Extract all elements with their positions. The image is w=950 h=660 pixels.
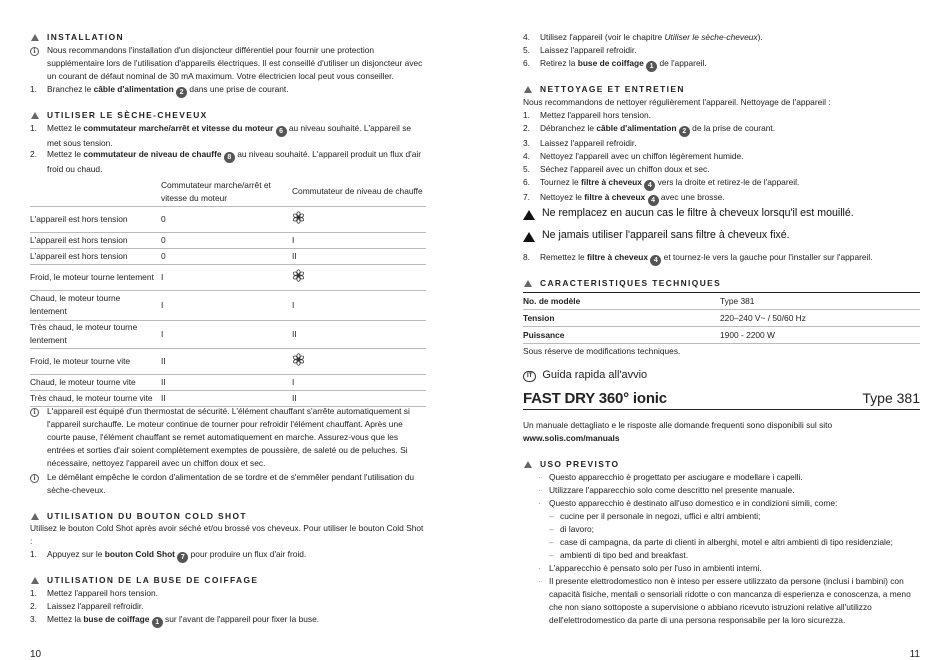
heat-setting: II — [292, 390, 426, 406]
heat-setting — [292, 348, 426, 374]
table-header-heat: Commutateur de niveau de chauffe — [292, 178, 426, 206]
spec-label: Tension — [523, 312, 555, 323]
list-item: · Questo apparecchio è progettato per asciugare e modellare i capelli. — [538, 472, 803, 482]
product-title-bar — [523, 388, 920, 410]
snowflake-icon — [292, 211, 305, 228]
product-type: Type 381 — [862, 390, 920, 406]
nozzle-step-4: 4. Utilisez l'appareil (voir le chapitre Utiliser le sèche-cheveux). — [523, 32, 763, 42]
part-badge: 4 — [650, 255, 661, 266]
cleaning-heading: NETTOYAGE ET ENTRETIEN — [523, 83, 920, 96]
motor-setting: I — [161, 290, 292, 320]
heat-setting: I — [292, 290, 426, 320]
spec-value: 1900 - 2200 W — [720, 329, 775, 340]
warning-icon — [523, 210, 535, 220]
cleaning-step: 3. Laissez l'appareil refroidir. — [523, 138, 637, 148]
coldshot-intro: Utilisez le bouton Cold Shot après avoir séché et/ou brossé vos cheveux. Pour utiliser le bouton Cold Shot : — [30, 523, 424, 546]
spec-label: Puissance — [523, 329, 565, 340]
table-row — [30, 290, 426, 320]
motor-setting: II — [161, 348, 292, 374]
heat-setting — [292, 206, 426, 232]
row-label: Très chaud, le moteur tourne vite — [30, 390, 161, 406]
cleaning-step: 2. Débranchez le câble d'alimentation 2 de la prise de courant. — [523, 123, 776, 135]
spec-row — [523, 293, 920, 310]
installation-step-1: 1. Branchez le câble d'alimentation 2 dans une prise de courant. — [30, 84, 289, 96]
cleaning-step: 4. Nettoyez l'appareil avec un chiffon légèrement humide. — [523, 151, 744, 161]
row-label: Froid, le moteur tourne vite — [30, 348, 161, 374]
part-badge: 6 — [276, 126, 287, 137]
list-item: – di lavoro; — [549, 524, 594, 534]
part-badge: 1 — [646, 61, 657, 72]
triangle-icon — [31, 34, 39, 41]
right-page — [523, 0, 920, 660]
list-item: · Questo apparecchio è destinato all'uso domestico e in condizioni simili, come: — [538, 498, 838, 508]
list-item: – case di campagna, da parte di clienti in alberghi, motel e altri ambienti di tipo residenziale; — [549, 537, 893, 547]
warning-icon — [523, 232, 535, 242]
row-label: L'appareil est hors tension — [30, 248, 161, 264]
table-row — [30, 264, 426, 290]
cleaning-step: 7. Nettoyez le filtre à cheveux 4 avec une brosse. — [523, 192, 725, 204]
heat-setting: I — [292, 374, 426, 390]
warning-wet-filter: Ne remplacez en aucun cas le filtre à cheveux lorsqu'il est mouillé. — [523, 207, 920, 220]
table-row — [30, 374, 426, 390]
triangle-icon — [524, 461, 532, 468]
thermostat-info: i L'appareil est équipé d'un thermostat de sécurité. L'élément chauffant s'arrête automatiquement si l'appareil surchauffe. Le moteur continue de tourner pour refroidir l'élément chauffant. Après une courte pause, l'élément chauffant se remet automatiquement en marche. Assurez-vous que les entrées et sorties d'air soient complètement exemptes de poussière, de saleté ou de peluches. Si nécessaire, nettoyez l'appareil avec un chiffon doux et sec. — [30, 405, 426, 470]
info-icon: i — [30, 47, 39, 56]
row-label: L'appareil est hors tension — [30, 232, 161, 248]
triangle-icon — [31, 577, 39, 584]
info-icon: i — [30, 474, 39, 483]
table-row — [30, 320, 426, 348]
heat-setting: II — [292, 320, 426, 348]
cleaning-intro: Nous recommandons de nettoyer régulièrement l'appareil. Nettoyage de l'appareil : — [523, 97, 831, 107]
specs-note: Sous réserve de modifications techniques. — [523, 346, 681, 356]
language-badge: IT — [523, 371, 536, 382]
info-icon: i — [30, 408, 39, 417]
motor-setting: II — [161, 390, 292, 406]
spec-row — [523, 310, 920, 327]
intended-use-list — [523, 471, 920, 627]
italian-guide-title: IT Guida rapida all'avvio — [523, 369, 920, 382]
motor-setting: 0 — [161, 206, 292, 232]
coldshot-step-1: 1. Appuyez sur le bouton Cold Shot 7 pour produire un flux d'air froid. — [30, 549, 307, 561]
part-badge: 1 — [152, 617, 163, 628]
table-row — [30, 232, 426, 248]
part-badge: 7 — [177, 552, 188, 563]
table-row — [30, 390, 426, 406]
intended-use-heading: USO PREVISTO — [523, 458, 920, 471]
cord-info: i Le démêlant empêche le cordon d'alimentation de se tordre et de s'emmêler pendant l'utilisation du sèche-cheveux. — [30, 471, 426, 497]
spec-value: Type 381 — [720, 295, 755, 306]
list-item: · Il presente elettrodomestico non è inteso per essere utilizzato da persone (inclusi i bambini) con capacità fisiche, mentali o sensoriali ridotte o con mancanza di esperienza e conoscenza, a meno che non siano sottoposte a supervisione o abbiano ricevuto istruzioni relative all'utilizzo dell'elettrodomestico da parte di una persona responsabile per la loro sicurezza. — [538, 576, 911, 625]
snowflake-icon — [292, 353, 305, 370]
spec-row — [523, 327, 920, 344]
nozzle-step-6: 6. Retirez la buse de coiffage 1 de l'appareil. — [523, 58, 707, 70]
part-badge: 2 — [176, 87, 187, 98]
part-badge: 2 — [679, 126, 690, 137]
row-label: Froid, le moteur tourne lentement — [30, 264, 161, 290]
table-row — [30, 248, 426, 264]
coldshot-heading: UTILISATION DU BOUTON COLD SHOT — [30, 510, 426, 523]
use-heading: UTILISER LE SÈCHE-CHEVEUX — [30, 109, 426, 122]
use-step-1: 1. Mettez le commutateur marche/arrêt et vitesse du moteur 6 au niveau souhaité. L'appareil se met sous tension. — [30, 123, 412, 148]
motor-setting: 0 — [161, 232, 292, 248]
list-item: – cucine per il personale in negozi, uffici e altri ambienti; — [549, 511, 761, 521]
spec-label: No. de modèle — [523, 295, 581, 306]
installation-info: i Nous recommandons l'installation d'un disjoncteur différentiel pour fournir une protection supplémentaire lors de l'utilisation d'appareils électriques. Il est conseillé d'utiliser un disjoncteur avec un courant de défaut nominal de 30 mA maximum. Votre électricien local peut vous conseiller. — [30, 44, 426, 83]
table-row — [30, 206, 426, 232]
nozzle-step-2: 2. Laissez l'appareil refroidir. — [30, 601, 144, 611]
cleaning-step-8: 8. Remettez le filtre à cheveux 4 et tournez-le vers la gauche pour l'installer sur l'appareil. — [523, 252, 873, 264]
specs-table — [523, 292, 920, 344]
specs-heading: CARACTERISTIQUES TECHNIQUES — [523, 277, 920, 290]
settings-table — [30, 178, 426, 407]
row-label: Chaud, le moteur tourne lentement — [30, 290, 161, 320]
motor-setting: I — [161, 320, 292, 348]
triangle-icon — [31, 513, 39, 520]
list-item: – ambienti di tipo bed and breakfast. — [549, 550, 689, 560]
motor-setting: I — [161, 264, 292, 290]
page-number: 11 — [909, 649, 920, 660]
cleaning-step: 5. Séchez l'appareil avec un chiffon doux et sec. — [523, 164, 710, 174]
manual-intro: Un manuale dettagliato e le risposte alle domande frequenti sono disponibili sul sito — [523, 420, 833, 430]
warning-no-filter: Ne jamais utiliser l'appareil sans filtre à cheveux fixé. — [523, 229, 920, 242]
row-label: Chaud, le moteur tourne vite — [30, 374, 161, 390]
nozzle-step-3: 3. Mettez la buse de coiffage 1 sur l'avant de l'appareil pour fixer la buse. — [30, 614, 320, 626]
table-header-row — [30, 178, 426, 206]
part-badge: 4 — [644, 180, 655, 191]
cleaning-step: 6. Tournez le filtre à cheveux 4 vers la droite et retirez-le de l'appareil. — [523, 177, 800, 189]
heat-setting — [292, 264, 426, 290]
heat-setting: I — [292, 232, 426, 248]
page-number: 10 — [30, 649, 42, 660]
left-page — [30, 0, 426, 660]
product-name: FAST DRY 360° ionic — [523, 390, 667, 407]
installation-heading: INSTALLATION — [30, 31, 426, 44]
row-label: Très chaud, le moteur tourne lentement — [30, 320, 161, 348]
snowflake-icon — [292, 269, 305, 286]
cleaning-step: 1. Mettez l'appareil hors tension. — [523, 110, 651, 120]
table-header-motor: Commutateur marche/arrêt et vitesse du moteur — [161, 178, 292, 206]
row-label: L'appareil est hors tension — [30, 206, 161, 232]
heat-setting: II — [292, 248, 426, 264]
list-item: · L'apparecchio è pensato solo per l'uso in ambienti interni. — [538, 563, 762, 573]
part-badge: 4 — [648, 195, 659, 206]
triangle-icon — [524, 280, 532, 287]
cleaning-steps — [523, 109, 920, 206]
motor-setting: II — [161, 374, 292, 390]
triangle-icon — [31, 112, 39, 119]
triangle-icon — [524, 86, 532, 93]
use-step-2: 2. Mettez le commutateur de niveau de chauffe 8 au niveau souhaité. L'appareil produit un flux d'air froid ou chaud. — [30, 149, 422, 174]
nozzle-step-1: 1. Mettez l'appareil hors tension. — [30, 588, 158, 598]
list-item: · Utilizzare l'apparecchio solo come descritto nel presente manuale. — [538, 485, 795, 495]
spec-value: 220–240 V~ / 50/60 Hz — [720, 312, 806, 323]
motor-setting: 0 — [161, 248, 292, 264]
nozzle-step-5: 5. Laissez l'appareil refroidir. — [523, 45, 637, 55]
table-row — [30, 348, 426, 374]
part-badge: 8 — [224, 152, 235, 163]
nozzle-heading: UTILISATION DE LA BUSE DE COIFFAGE — [30, 574, 426, 587]
manual-url[interactable]: www.solis.com/manuals — [523, 433, 620, 443]
